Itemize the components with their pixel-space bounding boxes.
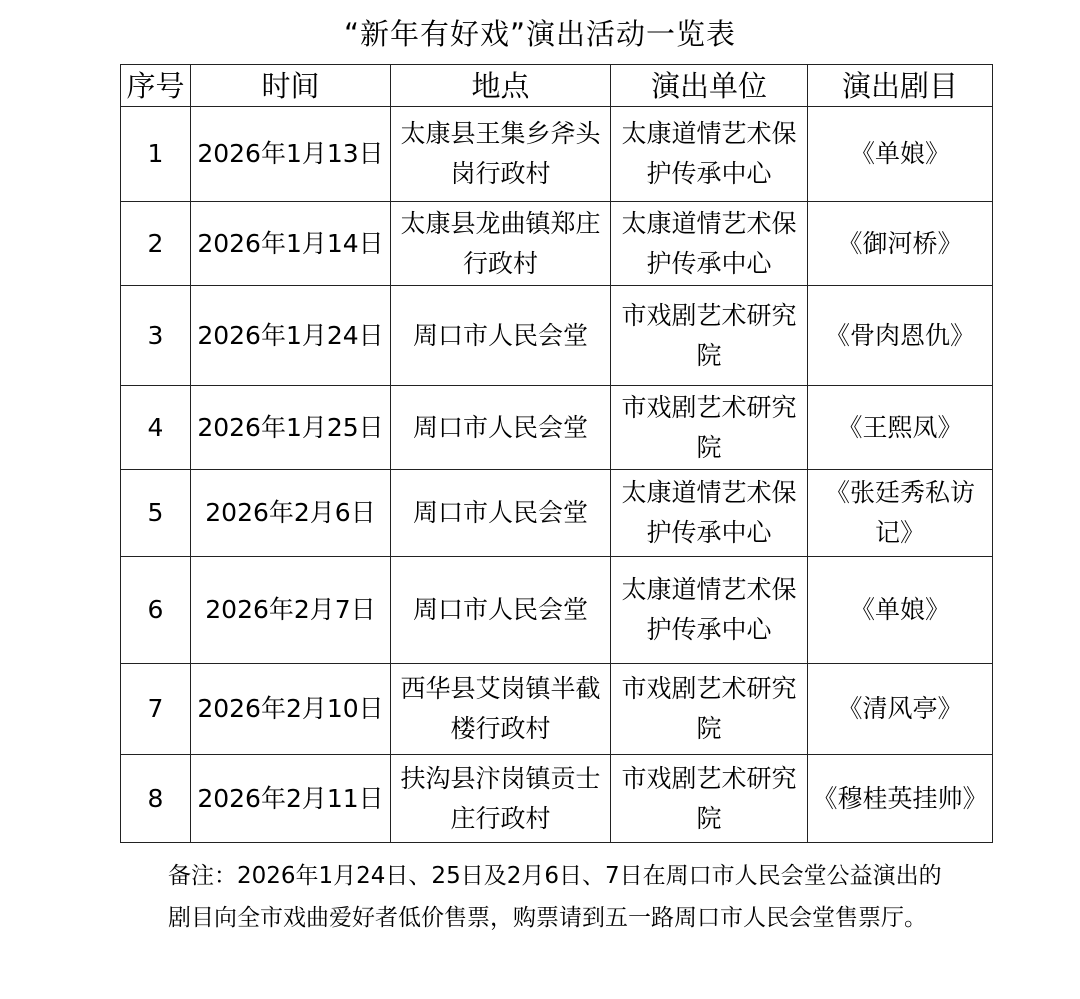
cell-play: 《清风亭》 [808, 664, 993, 755]
cell-no: 6 [121, 557, 191, 664]
cell-time: 2026年1月13日 [191, 107, 391, 202]
cell-play: 《张廷秀私访记》 [808, 470, 993, 557]
cell-time: 2026年2月10日 [191, 664, 391, 755]
cell-play: 《穆桂英挂帅》 [808, 755, 993, 843]
table-row [121, 286, 993, 386]
cell-place: 周口市人民会堂 [391, 557, 611, 664]
page-title: “新年有好戏”演出活动一览表 [343, 17, 737, 51]
cell-unit: 太康道情艺术保护传承中心 [611, 470, 808, 557]
table-header-row [121, 65, 993, 107]
cell-unit: 太康道情艺术保护传承中心 [611, 202, 808, 286]
cell-unit: 太康道情艺术保护传承中心 [611, 557, 808, 664]
header-play: 演出剧目 [808, 65, 993, 107]
cell-unit: 市戏剧艺术研究院 [611, 755, 808, 843]
cell-play: 《单娘》 [808, 107, 993, 202]
cell-no: 5 [121, 470, 191, 557]
table-row [121, 202, 993, 286]
cell-place: 周口市人民会堂 [391, 470, 611, 557]
schedule-table [120, 64, 993, 843]
cell-no: 4 [121, 386, 191, 470]
cell-time: 2026年1月24日 [191, 286, 391, 386]
table-row [121, 470, 993, 557]
cell-play: 《御河桥》 [808, 202, 993, 286]
cell-place: 周口市人民会堂 [391, 286, 611, 386]
cell-time: 2026年2月7日 [191, 557, 391, 664]
cell-unit: 市戏剧艺术研究院 [611, 286, 808, 386]
cell-no: 2 [121, 202, 191, 286]
cell-no: 8 [121, 755, 191, 843]
cell-time: 2026年1月14日 [191, 202, 391, 286]
table-row [121, 557, 993, 664]
cell-play: 《王熙凤》 [808, 386, 993, 470]
table-row [121, 107, 993, 202]
cell-no: 3 [121, 286, 191, 386]
cell-unit: 太康道情艺术保护传承中心 [611, 107, 808, 202]
cell-place: 扶沟县汴岗镇贡士庄行政村 [391, 755, 611, 843]
header-place: 地点 [391, 65, 611, 107]
cell-no: 7 [121, 664, 191, 755]
cell-unit: 市戏剧艺术研究院 [611, 386, 808, 470]
table-row [121, 664, 993, 755]
cell-place: 太康县龙曲镇郑庄行政村 [391, 202, 611, 286]
cell-place: 太康县王集乡斧头岗行政村 [391, 107, 611, 202]
cell-place: 周口市人民会堂 [391, 386, 611, 470]
header-no: 序号 [121, 65, 191, 107]
cell-time: 2026年2月11日 [191, 755, 391, 843]
cell-play: 《骨肉恩仇》 [808, 286, 993, 386]
header-time: 时间 [191, 65, 391, 107]
footnote: 备注：2026年1月24日、25日及2月6日、7日在周口市人民会堂公益演出的剧目向全市戏曲爱好者低价售票，购票请到五一路周口市人民会堂售票厅。 [168, 863, 942, 931]
cell-time: 2026年1月25日 [191, 386, 391, 470]
cell-no: 1 [121, 107, 191, 202]
cell-time: 2026年2月6日 [191, 470, 391, 557]
header-unit: 演出单位 [611, 65, 808, 107]
cell-place: 西华县艾岗镇半截楼行政村 [391, 664, 611, 755]
table-row [121, 386, 993, 470]
cell-play: 《单娘》 [808, 557, 993, 664]
cell-unit: 市戏剧艺术研究院 [611, 664, 808, 755]
table-row [121, 755, 993, 843]
